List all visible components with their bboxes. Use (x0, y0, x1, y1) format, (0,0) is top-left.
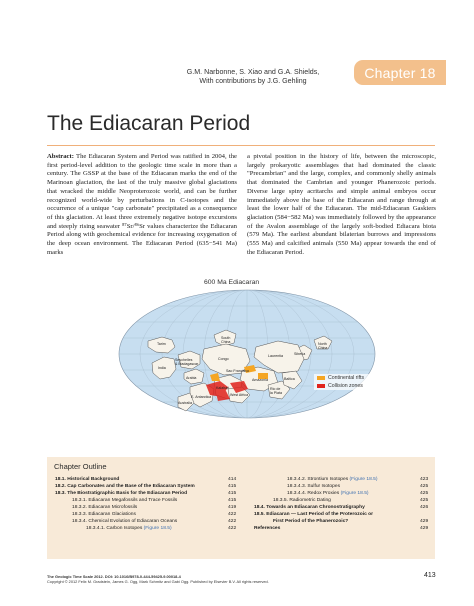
label-north-china: North China (318, 342, 328, 350)
label-baltica: Baltica (284, 377, 295, 381)
label-kalahari: Kalahari (216, 386, 230, 390)
page-footer (47, 574, 377, 584)
outline-page: 425 (420, 491, 429, 496)
outline-entry-continued[interactable]: First Period of the Phanerozoic? (273, 519, 349, 524)
legend-collision-swatch (317, 384, 325, 388)
footer-citation: The Geologic Time Scale 2012. DOI: 10.1016/B978-0-444-59425-9.00018-4 (47, 574, 181, 579)
abstract-label: Abstract: (47, 153, 74, 160)
outline-entry[interactable]: References (254, 526, 281, 531)
label-tarim: Tarim (157, 342, 166, 346)
label-seychelles: Seychelles & Madagascar (175, 358, 199, 366)
outline-entry[interactable]: 18.3.4.3. Sulfur Isotopes (287, 484, 341, 489)
abstract-right-text: a pivotal position in the history of life, between the microscopic, largely prokaryotic assemblages that had dominated the classic "Precambrian" and the large, complex, and commonly shelly animals that dominated the Cambrian and younger Phanerozoic periods. Diverse large spiny acritarchs and simple animal embryos occur immediately above the base of the Ediacaran and range through at least the lower half of the Ediacaran. The mid-Ediacaran Gaskiers glaciation (584−582 Ma) was immediately followed by the appearance of the Avalon assemblage of the largely soft-bodied Ediacara biota (579 Ma). The earliest abundant bilaterian burrows and impressions (555 Ma) and calcified animals (550 Ma) appear towards the end of the Ediacaran Period. (247, 153, 436, 256)
label-rio-plata: Rio de la Plata (270, 387, 282, 395)
label-congo: Congo (218, 357, 229, 361)
outline-page: 423 (420, 477, 429, 482)
outline-entry[interactable]: 18.3.1. Ediacaran Megafossils and Trace Fossils (72, 498, 178, 503)
label-amazonia: Amazonia (252, 378, 268, 382)
outline-entry[interactable]: 18.3.4.4. Redox Proxies (Figure 18.5) (287, 491, 369, 496)
label-sao-francisco: Sao Francisco (226, 369, 249, 373)
abstract-right-column (247, 153, 436, 258)
map-svg (118, 289, 376, 419)
page-number: 413 (424, 572, 436, 579)
label-west-africa: West Africa (230, 393, 249, 397)
figure-link[interactable]: (Figure 18.5) (340, 491, 369, 496)
label-laurentia: Laurentia (268, 354, 283, 358)
outline-page: 415 (228, 484, 237, 489)
figure-link[interactable]: (Figure 18.5) (143, 526, 172, 531)
outline-entry[interactable]: 18.3.4. Chemical Evolution of Ediacaran Oceans (72, 519, 178, 524)
label-south-china: South China (221, 336, 231, 344)
outline-page: 422 (228, 526, 237, 531)
outline-entry[interactable]: 18.4. Towards an Ediacaran Chronostratigraphy (254, 505, 365, 510)
label-siberia: Siberia (294, 352, 306, 356)
label-antarctica: E. Antarctica (191, 395, 212, 399)
abstract-left-text: The Ediacaran System and Period was ratified in 2004, the first period-level addition to the geologic time scale in more than a century. The GSSP at the base of the Ediacaran marks the end of the Marinoan glaciation, the last of the truly massive global glaciations that wracked the middle Neoproterozoic world, and can be further recognized world-wide by perturbations in C-isotopes and the occurrence of a unique "cap carbonate" precipitated as a consequence of this glaciation. At least three extremely negative isotope excursions and steeply rising seawater ⁸⁷Sr/⁸⁶Sr values characterize the Ediacaran Period along with geochemical evidence for increasing oxygenation of the deep ocean environment. The Ediacaran Period (635−541 Ma) marks (47, 153, 237, 256)
outline-page: 414 (228, 477, 237, 482)
legend-rift-label: Continental rifts (328, 375, 365, 381)
abstract-left-column (47, 153, 237, 258)
legend-rift-swatch (317, 376, 325, 380)
chapter-label: Chapter 18 (364, 64, 436, 81)
label-arabia: Arabia (186, 376, 197, 380)
outline-entry[interactable]: 18.2. Cap Carbonates and the Base of the Ediacaran System (55, 484, 195, 489)
map-title: 600 Ma Ediacaran (204, 279, 260, 286)
legend-collision-label: Collision zones (328, 383, 363, 389)
outline-entry[interactable]: 18.3.5. Radiometric Dating (273, 498, 331, 503)
label-australia: Australia (178, 401, 192, 405)
label-india: India (158, 366, 166, 370)
chapter-outline-title: Chapter Outline (54, 462, 107, 471)
figure-link[interactable]: (Figure 18.5) (349, 477, 378, 482)
author-list (158, 68, 348, 87)
chapter-tab (354, 60, 446, 85)
outline-entry[interactable]: 18.3.3. Ediacaran Glaciations (72, 512, 136, 517)
outline-entry[interactable]: 18.1. Historical Background (55, 477, 120, 482)
footer-copyright: Copyright © 2012 Felix M. Gradstein, James G. Ogg, Mark Schmitz and Gabi Ogg. Published by Elsevier B.V. All rights reserved. (47, 579, 269, 585)
outline-entry[interactable]: 18.3.2. Ediacaran Microfossils (72, 505, 138, 510)
outline-page: 422 (228, 512, 237, 517)
outline-entry[interactable]: 18.5. Ediacaran — Last Period of the Proterozoic or (254, 512, 374, 517)
title-divider (47, 145, 435, 146)
outline-page: 425 (420, 498, 429, 503)
outline-entry[interactable]: 18.3. The Biostratigraphic Basis for the Ediacaran Period (55, 491, 188, 496)
outline-entry[interactable]: 18.3.4.1. Carbon Isotopes (Figure 18.5) (86, 526, 172, 531)
legend-rifts (317, 375, 364, 381)
map-legend (314, 374, 376, 390)
outline-page: 415 (228, 498, 237, 503)
outline-page: 426 (420, 505, 429, 510)
paleogeographic-map (118, 289, 376, 419)
outline-page: 419 (228, 505, 237, 510)
outline-entry[interactable]: 18.3.4.2. Strontium Isotopes (Figure 18.5) (287, 477, 378, 482)
outline-page: 415 (228, 491, 237, 496)
outline-page: 429 (420, 519, 429, 524)
outline-page: 422 (228, 519, 237, 524)
legend-collisions (317, 383, 363, 389)
outline-page: 429 (420, 526, 429, 531)
page-title: The Ediacaran Period (47, 112, 251, 135)
outline-page: 425 (420, 484, 429, 489)
authors-line-1: G.M. Narbonne, S. Xiao and G.A. Shields, (186, 68, 320, 76)
authors-line-2: With contributions by J.G. Gehling (199, 77, 307, 86)
